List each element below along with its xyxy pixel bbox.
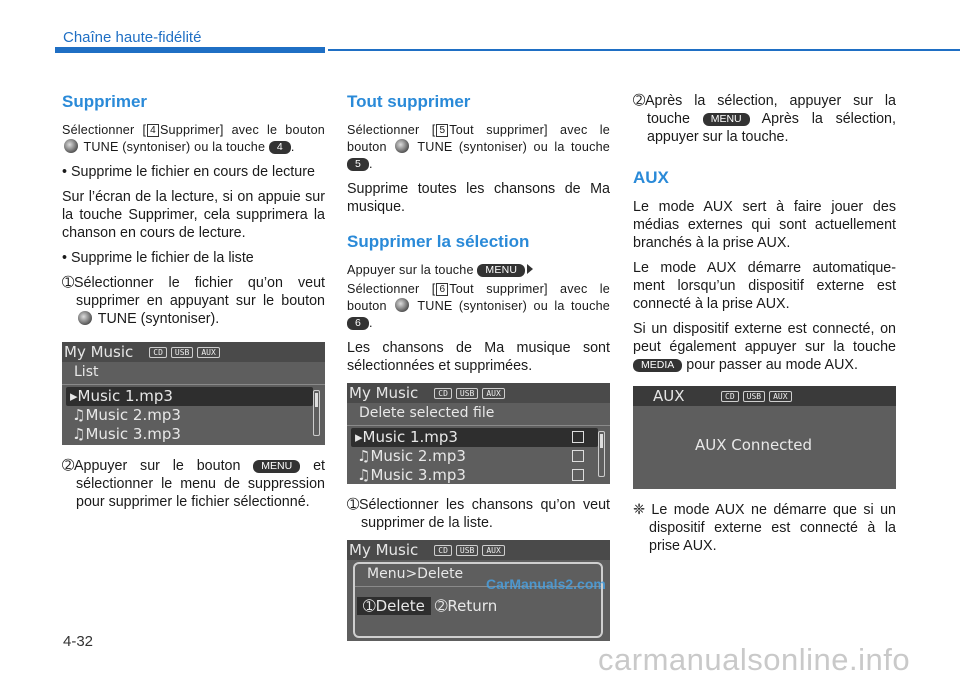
heading-tout-supprimer: Tout supprimer <box>347 92 471 111</box>
usb-badge: USB <box>743 391 765 402</box>
screen-header <box>347 383 610 403</box>
bullet-item: • Supprime le fichier en cours de lecture <box>62 164 315 180</box>
screen-header <box>62 342 325 362</box>
paragraph: Sélectionner [ 6 Tout supprimer] avec le bouton TUNE (syntoniser) ou la touche 6 . <box>347 282 610 330</box>
list-item: ♫Music 3.mp3 <box>347 466 598 484</box>
aux-message: AUX Connected <box>695 436 813 454</box>
cd-badge: CD <box>434 545 452 556</box>
key-4-icon: 4 <box>269 141 291 154</box>
screen-header <box>633 386 896 406</box>
screen-title: AUX <box>653 387 685 405</box>
footer-watermark: carmanualsonline.info <box>598 642 911 677</box>
step-item: ➁Après la sélection, appuyer sur la touche MENU Après la sélection, appuyer sur la touche. <box>633 93 896 145</box>
number-icon: 5 <box>436 124 448 137</box>
watermark-overlay: CarManuals2.com <box>486 576 606 592</box>
aux-badge: AUX <box>482 545 504 556</box>
step-item: ➀Sélectionner le fichier qu’on veut supprimer en appuyant sur le bouton TUNE (syntoniser). <box>62 275 325 327</box>
screen-header <box>347 540 610 560</box>
popup-box <box>353 562 603 638</box>
cd-badge: CD <box>149 347 167 358</box>
usb-badge: USB <box>171 347 193 358</box>
column-3 <box>633 92 896 562</box>
list-item: ▸Music 1.mp3 <box>66 387 313 406</box>
menu-key-icon: MENU <box>477 264 525 277</box>
key-6-icon: 6 <box>347 317 369 330</box>
screen-delete-selected <box>347 383 610 484</box>
number-icon: 4 <box>147 124 159 137</box>
heading-supprimer: Supprimer <box>62 92 148 111</box>
paragraph: Appuyer sur la touche MENU <box>347 262 610 279</box>
cd-badge: CD <box>721 391 739 402</box>
tune-knob-icon <box>64 139 78 153</box>
media-key-icon: MEDIA <box>633 359 682 372</box>
tune-knob-icon <box>395 298 409 312</box>
section-title: Chaîne haute-fidélité <box>63 29 202 46</box>
list-item: ♫Music 3.mp3 <box>72 425 181 443</box>
popup-title: Menu>Delete <box>355 564 601 587</box>
paragraph: Sur l’écran de la lecture, si on appuie sur la touche Supprimer, cela supprimera la chanson en cours de lecture. <box>62 189 325 241</box>
aux-badge: AUX <box>769 391 791 402</box>
list-item: ♫Music 2.mp3 <box>347 447 598 466</box>
checkbox-icon <box>572 450 584 462</box>
paragraph: Si un dispositif externe est connecté, on peut également appuyer sur la touche MEDIA pour passer au mode AUX. <box>633 321 896 373</box>
tune-knob-icon <box>78 311 92 325</box>
delete-option: ➀Delete <box>357 597 431 615</box>
scrollbar <box>598 431 605 477</box>
header-bar-right <box>328 49 960 51</box>
step-item: ➀Sélectionner les chansons qu’on veut supprimer de la liste. <box>347 497 610 531</box>
screen-subtitle: Delete selected file <box>347 403 610 426</box>
paragraph: Le mode AUX sert à faire jouer des médias externes qui sont actuellement branchés à la prise AUX. <box>633 199 896 251</box>
column-2 <box>347 92 610 653</box>
tune-knob-icon <box>395 139 409 153</box>
checkbox-icon <box>572 431 584 443</box>
aux-badge: AUX <box>197 347 219 358</box>
list-item: ▸Music 1.mp3 <box>351 428 598 447</box>
checkbox-icon <box>572 469 584 481</box>
paragraph: Sélectionner [ 4 Supprimer] avec le bouton TUNE (syntoniser) ou la touche 4 . <box>62 123 326 154</box>
paragraph: Le mode AUX démarre automatique-ment lorsqu’un dispositif externe est connecté à la prise AUX. <box>633 260 896 312</box>
header-bar-left <box>55 47 325 53</box>
screen-title: My Music <box>64 343 134 361</box>
note: ❈ Le mode AUX ne démarre que si un dispositif externe est connecté à la prise AUX. <box>633 502 896 554</box>
list-item: ♫Music 2.mp3 <box>72 406 181 424</box>
paragraph: Supprime toutes les chansons de Ma musique. <box>347 181 610 215</box>
heading-supprimer-selection: Supprimer la sélection <box>347 232 530 251</box>
paragraph: Les chansons de Ma musique sont sélectionnées et supprimées. <box>347 340 610 374</box>
screen-aux-connected <box>633 386 896 489</box>
menu-key-icon: MENU <box>703 113 750 126</box>
cd-badge: CD <box>434 388 452 399</box>
page-number: 4-32 <box>63 633 94 650</box>
screen-my-music-list <box>62 342 325 445</box>
screen-subtitle: List <box>62 362 325 385</box>
arrow-right-icon <box>527 264 533 274</box>
paragraph: Sélectionner [ 5 Tout supprimer] avec le bouton TUNE (syntoniser) ou la touche 5 . <box>347 123 610 171</box>
usb-badge: USB <box>456 545 478 556</box>
return-option: ➁Return <box>434 597 498 615</box>
screen-title: My Music <box>349 384 419 402</box>
column-1 <box>62 92 325 518</box>
key-5-icon: 5 <box>347 158 369 171</box>
aux-badge: AUX <box>482 388 504 399</box>
screen-title: My Music <box>349 541 419 559</box>
heading-aux: AUX <box>633 168 669 187</box>
scrollbar <box>313 390 320 436</box>
menu-key-icon: MENU <box>253 460 300 473</box>
step-item: ➁Appuyer sur le bouton MENU et sélectionner le menu de suppression pour supprimer le fichier sélectionné. <box>62 458 325 510</box>
bullet-item: • Supprime le fichier de la liste <box>62 250 254 266</box>
number-icon: 6 <box>436 283 448 296</box>
usb-badge: USB <box>456 388 478 399</box>
